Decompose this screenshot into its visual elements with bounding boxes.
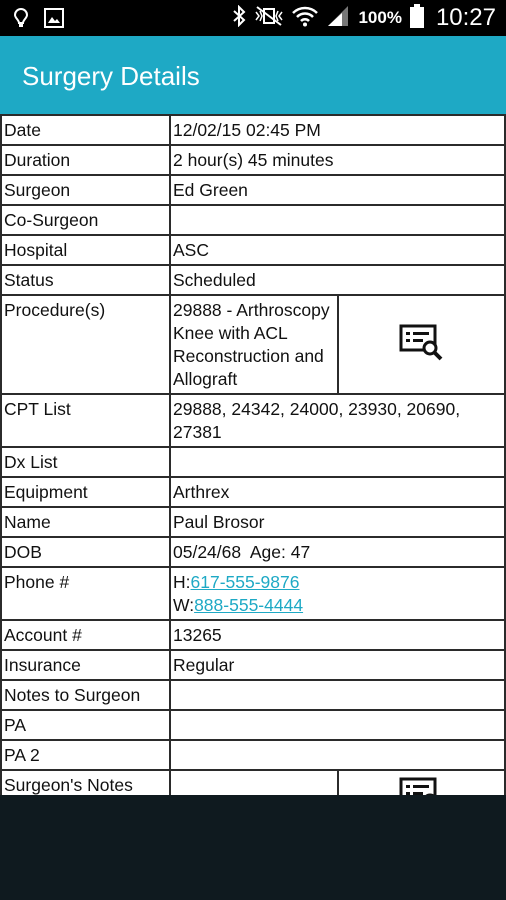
table-row [1,710,505,740]
table-row [1,115,505,145]
co-surgeon-value [170,205,505,235]
hospital-value: ASC [170,235,505,265]
equipment-label: Equipment [1,477,170,507]
empty-background [0,795,506,900]
app-bar [0,36,506,114]
date-value: 12/02/15 02:45 PM [170,115,505,145]
table-row [1,477,505,507]
status-label: Status [1,265,170,295]
table-row [1,507,505,537]
battery-icon [410,4,424,33]
account-label: Account # [1,620,170,650]
hospital-label: Hospital [1,235,170,265]
date-label: Date [1,115,170,145]
work-phone-prefix: W: [173,595,195,615]
table-row [1,447,505,477]
cpt-list-label: CPT List [1,394,170,447]
account-value: 13265 [170,620,505,650]
table-row [1,265,505,295]
notes-to-surgeon-label: Notes to Surgeon [1,680,170,710]
table-row [1,145,505,175]
list-search-icon [398,322,444,362]
notes-to-surgeon-value [170,680,505,710]
page-title: Surgery Details [22,61,200,91]
location-icon [14,8,28,33]
table-row [1,740,505,770]
pa-value [170,710,505,740]
cpt-list-value: 29888, 24342, 24000, 23930, 20690, 27381 [170,394,505,447]
pa-label: PA [1,710,170,740]
phone-label: Phone # [1,567,170,620]
dx-list-value [170,447,505,477]
table-row [1,394,505,447]
signal-icon [326,5,350,32]
table-row [1,235,505,265]
image-notification-icon [44,8,64,33]
status-bar-right [232,4,496,32]
vibrate-mute-icon [254,5,284,32]
home-phone [173,571,502,594]
name-label: Name [1,507,170,537]
home-phone-link[interactable]: 617-555-9876 [190,572,300,592]
surgeons-notes-label: Surgeon's Notes [1,770,170,825]
equipment-value: Arthrex [170,477,505,507]
name-value: Paul Brosor [170,507,505,537]
co-surgeon-label: Co-Surgeon [1,205,170,235]
status-bar [0,0,506,36]
clock: 10:27 [435,4,496,31]
bluetooth-icon [232,5,246,32]
home-phone-prefix: H: [173,572,191,592]
table-row [1,537,505,567]
wifi-icon [292,5,318,32]
status-value: Scheduled [170,265,505,295]
pa2-label: PA 2 [1,740,170,770]
table-row [1,567,505,620]
procedure-label: Procedure(s) [1,295,170,394]
insurance-label: Insurance [1,650,170,680]
dob-label: DOB [1,537,170,567]
table-row [1,295,505,394]
work-phone [173,594,502,617]
procedure-details-button[interactable] [338,295,506,394]
status-bar-left [14,8,64,33]
procedure-value: 29888 - Arthroscopy Knee with ACL Reconstruction and Allograft [170,295,338,394]
phone-value [170,567,505,620]
table-row [1,680,505,710]
dob-value: 05/24/68 Age: 47 [170,537,505,567]
table-row [1,650,505,680]
surgery-details-table [0,114,506,826]
battery-percentage: 100% [358,8,402,27]
duration-value: 2 hour(s) 45 minutes [170,145,505,175]
insurance-value: Regular [170,650,505,680]
work-phone-link[interactable]: 888-555-4444 [194,595,304,615]
dx-list-label: Dx List [1,447,170,477]
table-row [1,175,505,205]
duration-label: Duration [1,145,170,175]
surgeon-label: Surgeon [1,175,170,205]
surgeon-value: Ed Green [170,175,505,205]
table-row [1,205,505,235]
pa2-value [170,740,505,770]
table-row [1,620,505,650]
